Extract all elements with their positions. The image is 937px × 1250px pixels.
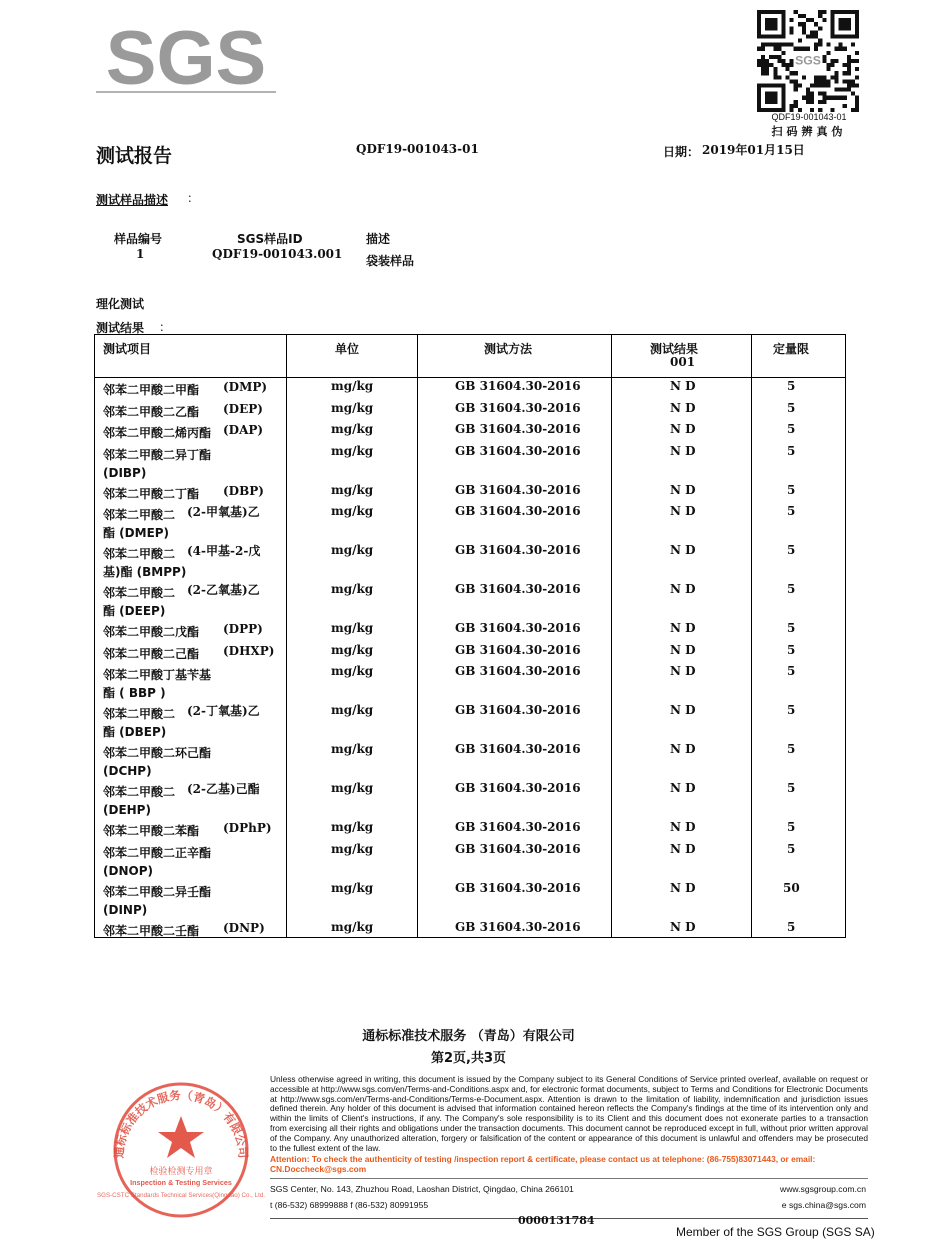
analyte-name-cont: (DCHP) (103, 764, 152, 778)
limit-value: 5 (787, 703, 796, 717)
method-value: GB 31604.30-2016 (455, 742, 581, 756)
sample-description-colon: ： (187, 191, 200, 205)
unit-value: mg/kg (331, 379, 374, 393)
header-unit: 单位 (335, 342, 360, 356)
method-value: GB 31604.30-2016 (455, 919, 581, 934)
company-website: www.sgsgroup.com.cn (780, 1184, 866, 1194)
legal-disclaimer: Unless otherwise agreed in writing, this document is issued by the Company subject to its General Conditions of Service printed overleaf, available on request or accessible at http://www.sgs.com/en/Terms-and-Conditions.aspx and, for electronic format documents, subject to Terms and Conditions for Electronic Documents at http://www.sgs.com/en/Terms-and-Conditions/Terms-e-Document.aspx. Attention is drawn to the limitation of liability, indemnification and jurisdiction issues defined therein. Any holder of this document is advised that information contained hereon reflects the Company's findings at the time of its intervention only and within the limits of Client's instructions, if any. The Company's sole responsibility is to its Client and this document does not exonerate parties to a transaction from exercising all their rights and obligations under the transaction documents. This document cannot be reproduced except in full, without prior written approval of the Company. Any unauthorized alteration, forgery or falsification of the content or appearance of this document is unlawful and offenders may be prosecuted to the fullest extent of the law. (270, 1074, 868, 1153)
result-value: N D (670, 379, 696, 393)
official-seal-icon (96, 1072, 266, 1222)
method-value: GB 31604.30-2016 (455, 482, 581, 497)
method-value: GB 31604.30-2016 (455, 422, 581, 436)
svg-text:Inspection & Testing Services: Inspection & Testing Services (130, 1178, 232, 1187)
limit-value: 50 (783, 880, 800, 895)
unit-value: mg/kg (331, 642, 374, 657)
qr-code-id: QDF19-001043-01 (771, 112, 847, 122)
header-method: 测试方法 (484, 342, 533, 356)
qr-scan-text: 扫码辨真伪 (771, 125, 847, 138)
limit-value: 5 (787, 582, 796, 596)
method-value: GB 31604.30-2016 (455, 582, 581, 596)
analyte-name-cont: 酯 ( BBP ) (103, 686, 166, 700)
result-value: N D (670, 919, 696, 934)
description-value: 袋装样品 (366, 254, 415, 268)
results-colon: ： (159, 320, 172, 334)
result-value: N D (670, 482, 696, 497)
analyte-name-cont: (DINP) (103, 902, 148, 917)
method-value: GB 31604.30-2016 (455, 621, 581, 635)
sgs-member-note: Member of the SGS Group (SGS SA) (676, 1225, 875, 1239)
qr-code-icon (757, 10, 859, 112)
analyte-name: 邻苯二甲酸二 (103, 707, 176, 721)
company-email: e sgs.china@sgs.com (781, 1200, 866, 1210)
analyte-abbr: (DMP) (223, 380, 268, 394)
result-value: N D (670, 820, 696, 834)
analyte-name-cont: 基)酯 (BMPP) (103, 565, 187, 579)
limit-value: 5 (787, 443, 796, 458)
sample-no-header: 样品编号 (114, 232, 163, 246)
result-value: N D (670, 621, 696, 635)
analyte-name: 邻苯二甲酸二 (103, 508, 176, 522)
limit-value: 5 (787, 543, 796, 557)
analyte-abbr: (2-丁氧基)乙 (187, 704, 260, 718)
method-value: GB 31604.30-2016 (455, 703, 581, 717)
results-title: 测试结果 (96, 321, 145, 335)
analyte-name-cont: (DIBP) (103, 465, 147, 480)
analyte-name: 邻苯二甲酸丁基苄基 (103, 668, 212, 682)
unit-value: mg/kg (331, 919, 374, 934)
analyte-name: 邻苯二甲酸二烯丙酯 (103, 426, 212, 440)
method-value: GB 31604.30-2016 (455, 379, 581, 393)
result-value: N D (670, 841, 696, 856)
analyte-abbr: (2-甲氧基)乙 (187, 505, 260, 519)
limit-value: 5 (787, 504, 796, 518)
method-value: GB 31604.30-2016 (455, 543, 581, 557)
analyte-abbr: (DPP) (223, 622, 263, 636)
analyte-name: 邻苯二甲酸二 (103, 586, 176, 600)
method-value: GB 31604.30-2016 (455, 820, 581, 834)
svg-text:SGS: SGS (105, 22, 267, 94)
limit-value: 5 (787, 742, 796, 756)
unit-value: mg/kg (331, 880, 374, 895)
analyte-name: 邻苯二甲酸二己酯 (103, 646, 200, 661)
limit-value: 5 (787, 820, 796, 834)
results-table (94, 334, 846, 938)
sample-description-title: 测试样品描述 (96, 193, 169, 207)
svg-text:检验检测专用章: 检验检测专用章 (149, 1167, 213, 1177)
unit-value: mg/kg (331, 482, 374, 497)
limit-value: 5 (787, 664, 796, 678)
method-value: GB 31604.30-2016 (455, 504, 581, 518)
result-value: N D (670, 400, 696, 415)
result-value: N D (670, 543, 696, 557)
unit-value: mg/kg (331, 621, 374, 635)
analyte-abbr: (DBP) (223, 483, 264, 498)
company-address: SGS Center, No. 143, Zhuzhou Road, Laoshan District, Qingdao, China 266101 (270, 1184, 574, 1194)
unit-value: mg/kg (331, 422, 374, 436)
limit-value: 5 (787, 781, 796, 795)
limit-value: 5 (787, 841, 796, 856)
method-value: GB 31604.30-2016 (455, 781, 581, 795)
result-value: N D (670, 642, 696, 657)
result-value: N D (670, 703, 696, 717)
unit-value: mg/kg (331, 443, 374, 458)
unit-value: mg/kg (331, 781, 374, 795)
header-item: 测试项目 (103, 342, 152, 356)
document-serial: 0000131784 (518, 1214, 595, 1227)
date-label: 日期： (663, 145, 700, 159)
limit-value: 5 (787, 642, 796, 657)
analyte-name: 邻苯二甲酸二环己酯 (103, 746, 212, 760)
analyte-name-cont: (DEHP) (103, 803, 151, 817)
analyte-name: 邻苯二甲酸二 (103, 785, 176, 799)
unit-value: mg/kg (331, 664, 374, 678)
limit-value: 5 (787, 482, 796, 497)
analyte-name-cont: 酯 (DEEP) (103, 604, 166, 618)
sgs-id-header: SGS样品ID (237, 232, 303, 246)
unit-value: mg/kg (331, 841, 374, 856)
analyte-name: 邻苯二甲酸二乙酯 (103, 404, 200, 419)
unit-value: mg/kg (331, 543, 374, 557)
analyte-name-cont: 酯 (DMEP) (103, 526, 170, 540)
svg-text:SGS: SGS (795, 53, 821, 68)
method-value: GB 31604.30-2016 (455, 443, 581, 458)
analyte-abbr: (2-乙氧基)乙 (187, 583, 260, 597)
analyte-name: 邻苯二甲酸二壬酯 (103, 923, 200, 938)
result-value: N D (670, 504, 696, 518)
analyte-name: 邻苯二甲酸二甲酯 (103, 383, 200, 397)
date-value: 2019年01月15日 (702, 143, 805, 157)
result-value: N D (670, 582, 696, 596)
unit-value: mg/kg (331, 400, 374, 415)
result-value: N D (670, 422, 696, 436)
result-value: N D (670, 742, 696, 756)
authenticity-notice: Attention: To check the authenticity of testing /inspection report & certificate, please contact us at telephone: (86-755)83071443, or email: CN.Doccheck@sgs.com (270, 1154, 816, 1174)
analyte-abbr: (DHXP) (223, 643, 275, 658)
result-value: N D (670, 443, 696, 458)
result-value: N D (670, 880, 696, 895)
company-name: 通标标准技术服务 （青岛）有限公司 (362, 1029, 575, 1044)
analyte-abbr: (2-乙基)己酯 (187, 782, 260, 796)
limit-value: 5 (787, 422, 796, 436)
limit-value: 5 (787, 621, 796, 635)
report-title: 测试报告 (96, 145, 173, 167)
method-value: GB 31604.30-2016 (455, 841, 581, 856)
analyte-abbr: (DAP) (223, 423, 264, 437)
analyte-name: 邻苯二甲酸二异壬酯 (103, 884, 212, 899)
sgs-id-value: QDF19-001043.001 (212, 247, 343, 261)
method-value: GB 31604.30-2016 (455, 880, 581, 895)
header-result-sample: 001 (670, 355, 696, 369)
analyte-abbr: (DEP) (223, 401, 263, 416)
analyte-abbr: (DNP) (223, 920, 265, 935)
header-result: 测试结果 (650, 342, 699, 356)
analyte-abbr: (4-甲基-2-戊 (187, 544, 261, 558)
result-value: N D (670, 664, 696, 678)
method-value: GB 31604.30-2016 (455, 642, 581, 657)
analyte-name: 邻苯二甲酸二戊酯 (103, 625, 200, 639)
analyte-name: 邻苯二甲酸二丁酯 (103, 486, 200, 501)
limit-value: 5 (787, 919, 796, 934)
limit-value: 5 (787, 379, 796, 393)
physchem-title: 理化测试 (96, 297, 145, 311)
method-value: GB 31604.30-2016 (455, 664, 581, 678)
unit-value: mg/kg (331, 742, 374, 756)
page-info: 第2页,共3页 (430, 1051, 507, 1066)
unit-value: mg/kg (331, 820, 374, 834)
analyte-name: 邻苯二甲酸二正辛酯 (103, 845, 212, 860)
analyte-name: 邻苯二甲酸二 (103, 547, 176, 561)
analyte-name-cont: 酯 (DBEP) (103, 725, 167, 739)
analyte-name-cont: (DNOP) (103, 863, 153, 878)
report-number: QDF19-001043-01 (356, 142, 479, 156)
description-header: 描述 (366, 232, 391, 246)
analyte-abbr: (DPhP) (223, 821, 272, 835)
unit-value: mg/kg (331, 703, 374, 717)
analyte-name: 邻苯二甲酸二苯酯 (103, 824, 200, 838)
header-limit: 定量限 (773, 342, 810, 356)
result-value: N D (670, 781, 696, 795)
limit-value: 5 (787, 400, 796, 415)
sgs-logo (96, 22, 276, 94)
unit-value: mg/kg (331, 582, 374, 596)
unit-value: mg/kg (331, 504, 374, 518)
svg-text:SGS-CSTC Standards Technical S: SGS-CSTC Standards Technical Services(Qingdao) Co., Ltd. (97, 1192, 266, 1199)
sample-no-value: 1 (136, 247, 145, 261)
company-phone: t (86-532) 68999888 f (86-532) 80991955 (270, 1200, 429, 1210)
analyte-name: 邻苯二甲酸二异丁酯 (103, 447, 212, 462)
method-value: GB 31604.30-2016 (455, 400, 581, 415)
svg-text:通标标准技术服务（青岛）有限公司: 通标标准技术服务（青岛）有限公司 (111, 1088, 251, 1159)
